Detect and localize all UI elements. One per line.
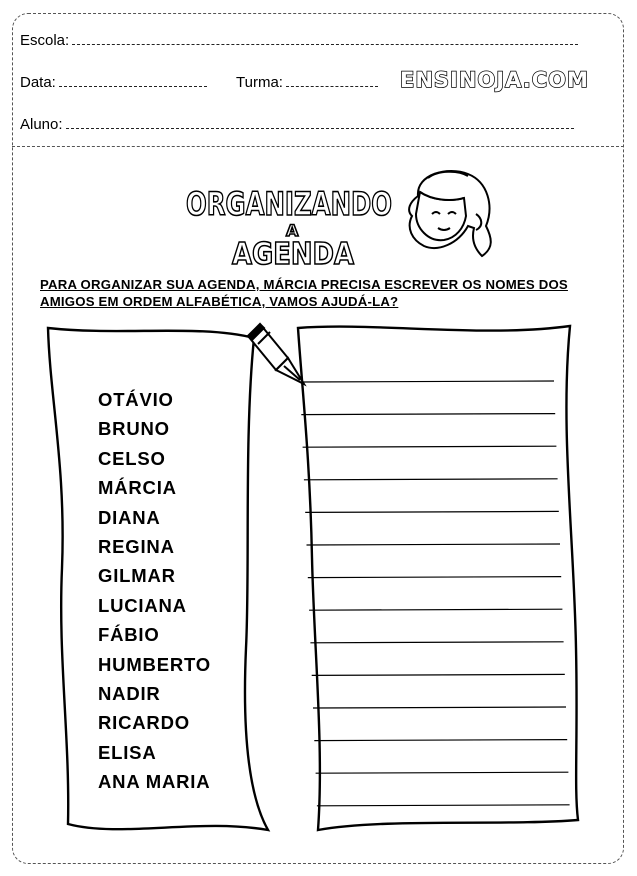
instruction-text: PARA ORGANIZAR SUA AGENDA, MÁRCIA PRECISA ESCREVER OS NOMES DOS AMIGOS EM ORDEM ALFABÉTICA, VAMOS AJUDÁ-LA? xyxy=(40,277,568,309)
title-line-3: AGENDA xyxy=(232,237,355,272)
name-item: DIANA xyxy=(98,506,161,528)
class-field[interactable] xyxy=(286,85,378,87)
school-label: Escola: xyxy=(20,32,70,49)
school-row xyxy=(20,32,578,49)
name-item: ANA MARIA xyxy=(98,771,211,793)
names-list xyxy=(98,388,211,799)
worksheet-title xyxy=(180,170,400,270)
header-divider xyxy=(12,146,624,147)
student-field[interactable] xyxy=(66,127,574,129)
date-row xyxy=(20,74,207,91)
title-line-1: ORGANIZANDO xyxy=(186,185,392,223)
name-item: REGINA xyxy=(98,535,175,557)
date-field[interactable] xyxy=(59,85,207,87)
name-item: HUMBERTO xyxy=(98,653,211,675)
date-label: Data: xyxy=(20,74,56,91)
answer-paper xyxy=(284,318,584,848)
student-row xyxy=(20,116,574,133)
name-item: OTÁVIO xyxy=(98,389,174,410)
name-item: MÁRCIA xyxy=(98,477,177,499)
site-logo: ENSINOJA.COM xyxy=(400,68,589,92)
class-label: Turma: xyxy=(236,74,283,91)
school-field[interactable] xyxy=(72,43,578,45)
girl-illustration-icon xyxy=(398,166,498,260)
name-item: BRUNO xyxy=(98,418,170,440)
title-line-2: A xyxy=(286,221,299,240)
name-item: CELSO xyxy=(98,447,166,469)
name-item: NADIR xyxy=(98,682,161,704)
class-row xyxy=(236,74,378,91)
name-item: RICARDO xyxy=(98,712,190,734)
student-label: Aluno: xyxy=(20,116,63,133)
fountain-pen-icon xyxy=(244,322,310,392)
name-item: GILMAR xyxy=(98,565,176,587)
name-item: ELISA xyxy=(98,741,157,763)
name-item: LUCIANA xyxy=(98,594,187,616)
name-item: FÁBIO xyxy=(98,624,160,646)
